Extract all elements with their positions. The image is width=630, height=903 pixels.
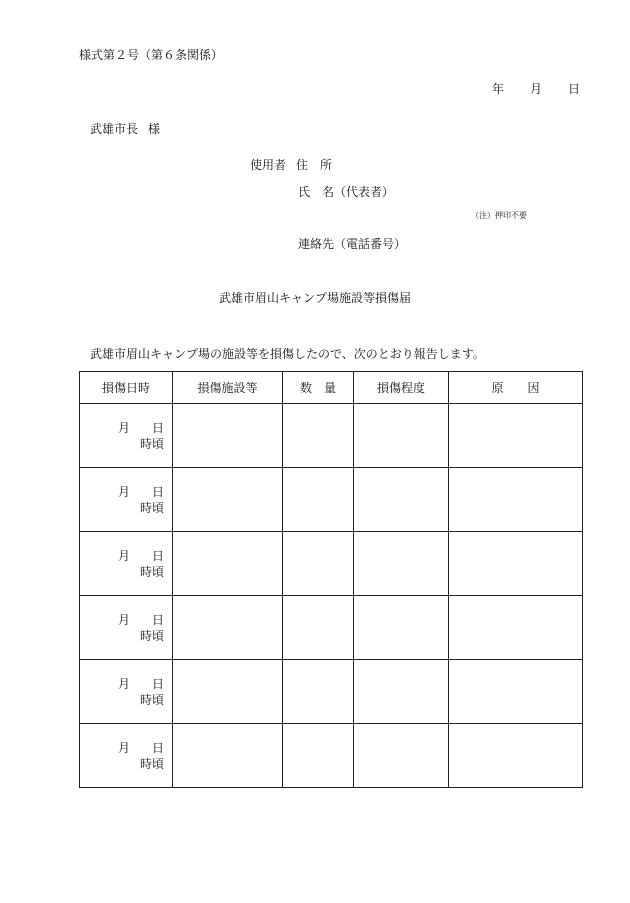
addressee-honorific: 様 [148, 122, 161, 136]
facility-cell[interactable] [173, 404, 283, 468]
table-row [80, 660, 583, 724]
extent-cell[interactable] [354, 532, 449, 596]
applicant-address-label: 住 所 [296, 158, 333, 172]
day-label: 日 [152, 741, 165, 755]
month-label: 月 [118, 485, 131, 499]
extent-cell[interactable] [354, 660, 449, 724]
table-row [80, 596, 583, 660]
table-row [80, 532, 583, 596]
cause-cell[interactable] [449, 596, 583, 660]
quantity-cell[interactable] [283, 596, 354, 660]
date-line [466, 80, 580, 97]
table-header-row [80, 372, 583, 404]
day-label: 日 [152, 613, 165, 627]
facility-cell[interactable] [173, 660, 283, 724]
datetime-cell[interactable] [80, 724, 173, 788]
datetime-cell[interactable] [80, 468, 173, 532]
extent-cell[interactable] [354, 404, 449, 468]
header-damage-datetime: 損傷日時 [80, 372, 173, 404]
time-label: 時頃 [140, 437, 165, 451]
cause-cell[interactable] [449, 660, 583, 724]
datetime-cell[interactable] [80, 596, 173, 660]
date-day-label: 日 [568, 82, 581, 96]
quantity-cell[interactable] [283, 724, 354, 788]
date-year-label: 年 [492, 82, 505, 96]
addressee-name: 武雄市長 [90, 122, 139, 136]
datetime-cell[interactable] [80, 404, 173, 468]
form-number-label: 様式第２号（第６条関係） [79, 48, 224, 62]
month-label: 月 [118, 613, 131, 627]
applicant-address-row [250, 156, 332, 173]
addressee [90, 120, 160, 137]
intro-text: 武雄市眉山キャンプ場の施設等を損傷したので、次のとおり報告します。 [90, 347, 485, 361]
document-title: 武雄市眉山キャンプ場施設等損傷届 [218, 291, 411, 305]
extent-cell[interactable] [354, 596, 449, 660]
datetime-cell[interactable] [80, 532, 173, 596]
table-row [80, 404, 583, 468]
day-label: 日 [152, 677, 165, 691]
cause-cell[interactable] [449, 724, 583, 788]
applicant-user-label: 使用者 [250, 158, 287, 172]
cause-cell[interactable] [449, 532, 583, 596]
table-row [80, 724, 583, 788]
facility-cell[interactable] [173, 532, 283, 596]
month-label: 月 [118, 421, 131, 435]
cause-cell[interactable] [449, 404, 583, 468]
day-label: 日 [152, 485, 165, 499]
header-cause: 原 因 [449, 372, 583, 404]
extent-cell[interactable] [354, 724, 449, 788]
date-month-label: 月 [530, 82, 543, 96]
time-label: 時頃 [140, 501, 165, 515]
applicant-contact-label: 連絡先（電話番号） [298, 237, 407, 251]
datetime-cell[interactable] [80, 660, 173, 724]
month-label: 月 [118, 677, 131, 691]
table-row [80, 468, 583, 532]
day-label: 日 [152, 421, 165, 435]
facility-cell[interactable] [173, 468, 283, 532]
quantity-cell[interactable] [283, 532, 354, 596]
time-label: 時頃 [140, 565, 165, 579]
quantity-cell[interactable] [283, 404, 354, 468]
applicant-name-label: 氏 名（代表者） [298, 185, 395, 199]
damage-report-table [79, 371, 583, 788]
quantity-cell[interactable] [283, 660, 354, 724]
header-quantity: 数 量 [283, 372, 354, 404]
time-label: 時頃 [140, 629, 165, 643]
facility-cell[interactable] [173, 724, 283, 788]
seal-note: （注）押印不要 [471, 211, 527, 220]
header-damage-extent: 損傷程度 [354, 372, 449, 404]
time-label: 時頃 [140, 693, 165, 707]
facility-cell[interactable] [173, 596, 283, 660]
day-label: 日 [152, 549, 165, 563]
header-damaged-facility: 損傷施設等 [173, 372, 283, 404]
quantity-cell[interactable] [283, 468, 354, 532]
extent-cell[interactable] [354, 468, 449, 532]
month-label: 月 [118, 549, 131, 563]
cause-cell[interactable] [449, 468, 583, 532]
month-label: 月 [118, 741, 131, 755]
time-label: 時頃 [140, 757, 165, 771]
